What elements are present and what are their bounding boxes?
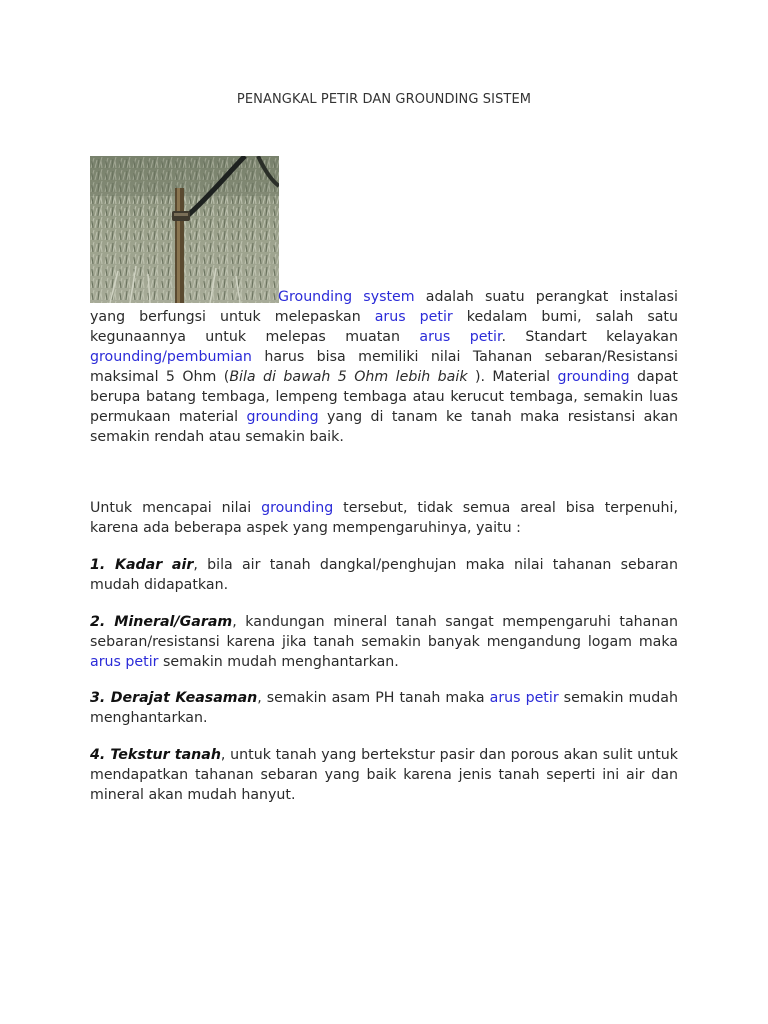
link-grounding-system[interactable]: Grounding system (278, 289, 415, 305)
aspect-text: semakin mudah menghantarkan. (90, 690, 678, 726)
grounding-rod-photo (90, 156, 279, 303)
aspect-text: semakin mudah menghantarkan. (158, 654, 399, 670)
text: . Standart kelayakan (501, 329, 678, 345)
aspect-text: , kandungan mineral tanah sangat mempengaruhi tahanan sebaran/resistansi karena jika tanah semakin banyak mengandung logam maka (90, 614, 678, 650)
aspect-item-mineral-garam (90, 612, 678, 672)
document-title: PENANGKAL PETIR DAN GROUNDING SISTEM (236, 92, 532, 107)
link-grounding[interactable]: grounding (261, 500, 334, 516)
link-grounding[interactable]: grounding (246, 409, 319, 425)
aspect-item-derajat-keasaman (90, 688, 678, 728)
aspect-term: 1. Kadar air (90, 557, 194, 573)
link-arus-petir[interactable]: arus petir (419, 329, 502, 345)
aspect-item-kadar-air (90, 555, 678, 595)
aspect-text: , bila air tanah dangkal/penghujan maka nilai tahanan sebaran mudah didapatkan. (90, 557, 678, 593)
link-grounding[interactable]: grounding (557, 369, 630, 385)
aspect-text: , untuk tanah yang bertekstur pasir dan porous akan sulit untuk mendapatkan tahanan sebaran yang baik karena jenis tanah seperti ini air dan mineral akan mudah hanyut. (90, 747, 679, 803)
link-arus-petir[interactable]: arus petir (374, 309, 453, 325)
aspects-intro-paragraph (90, 498, 678, 538)
text: harus bisa memiliki nilai Tahanan sebaran/Resistansi maksimal 5 Ohm ( (90, 349, 678, 385)
text: Untuk mencapai nilai (90, 500, 262, 516)
aspect-term: 2. Mineral/Garam (90, 614, 233, 630)
intro-paragraph (90, 287, 678, 447)
text: yang di tanam ke tanah maka resistansi akan semakin rendah atau semakin baik. (90, 409, 679, 445)
italic-note: Bila di bawah 5 Ohm lebih baik (229, 369, 468, 385)
aspect-term: 3. Derajat Keasaman (90, 690, 258, 706)
link-arus-petir[interactable]: arus petir (489, 690, 559, 706)
link-grounding-pembumian[interactable]: grounding/pembumian (90, 349, 252, 365)
text: dapat berupa batang tembaga, lempeng tembaga atau kerucut tembaga, semakin luas permukaan material (90, 369, 678, 425)
text: adalah suatu perangkat instalasi yang berfungsi untuk melepaskan (90, 289, 678, 325)
text: kedalam bumi, salah satu kegunaannya untuk melepas muatan (90, 309, 678, 345)
text: tersebut, tidak semua areal bisa terpenuhi, karena ada beberapa aspek yang mempengaruhinya, yaitu : (90, 500, 678, 536)
aspect-item-tekstur-tanah (90, 745, 678, 805)
aspect-text: , semakin asam PH tanah maka (257, 690, 490, 706)
text: ). Material (467, 369, 558, 385)
link-arus-petir[interactable]: arus petir (90, 654, 159, 670)
aspect-term: 4. Tekstur tanah (90, 747, 221, 763)
